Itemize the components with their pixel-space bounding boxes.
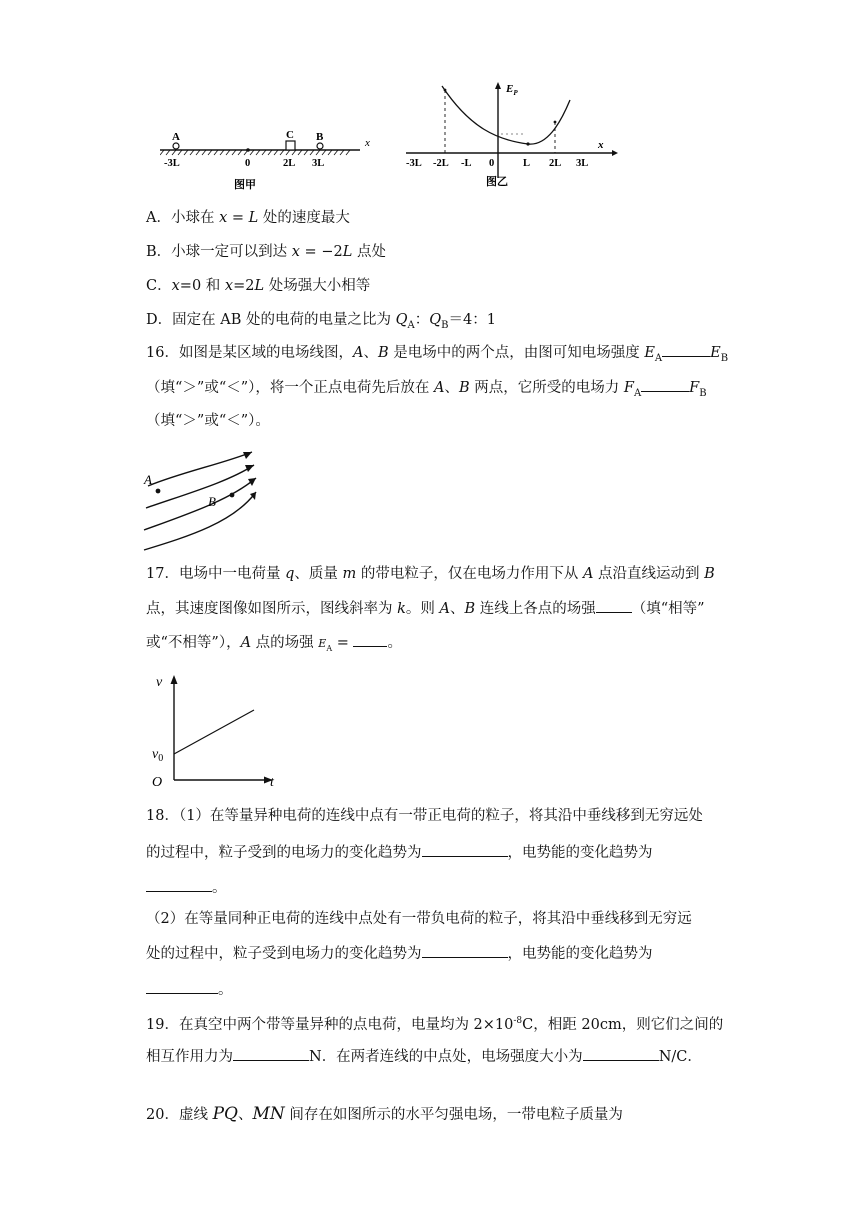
option-a: A．小球在 x = L 处的速度最大 — [146, 210, 350, 226]
answer-blank — [641, 377, 689, 392]
origin-dot — [246, 148, 250, 152]
caption-yi: 图乙 — [486, 176, 508, 188]
option-c: C．x=0 和 x=2L 处场强大小相等 — [146, 278, 371, 294]
axis-x-label: x — [365, 137, 370, 149]
answer-blank — [583, 1046, 659, 1061]
tick-2l: 2L — [549, 158, 562, 169]
label-a: A — [144, 472, 152, 487]
caption-jia: 图甲 — [234, 179, 256, 191]
answer-blank — [146, 979, 218, 994]
origin-label: O — [152, 775, 163, 790]
label-c: C — [286, 129, 294, 141]
answer-blank — [353, 632, 387, 647]
velocity-line — [174, 710, 254, 754]
label-a: A — [172, 131, 180, 143]
v0-label: $v_0$ — [152, 747, 164, 764]
tick-3l: 3L — [576, 158, 589, 169]
q18-line4: （2）在等量同种正电荷的连线中点处有一带负电荷的粒子，将其沿中垂线移到无穷远 — [146, 911, 692, 927]
q17-line3: 或“不相等”），A 点的场强 $E_A$ = 。 — [146, 632, 402, 659]
figure-jia — [160, 126, 380, 192]
option-b: B．小球一定可以到达 x = −2L 点处 — [146, 244, 386, 260]
ball-c — [286, 141, 295, 150]
q16-line2: （填“＞”或“＜”），将一个正点电荷先后放在 A、B 两点，它所受的电场力 $F_A$ $F_B$ — [146, 377, 707, 404]
q18-line1: 18．（1）在等量异种电荷的连线中点有一带正电荷的粒子，将其沿中垂线移到无穷远处 — [146, 808, 703, 824]
label-b: B — [208, 494, 216, 509]
tick-0: 0 — [489, 158, 495, 169]
q16-line3: （填“＞”或“＜”）。 — [146, 413, 270, 429]
q18-line3: 。 — [146, 877, 227, 898]
q17-line1: 17．电场中一电荷量 q、质量 m 的带电粒子，仅在电场力作用下从 A 点沿直线运动到 B — [146, 566, 715, 582]
x-axis-label: t — [270, 775, 274, 790]
y-axis-label: $E_P$ — [506, 83, 518, 97]
q19-line2: 相互作用力为 N．在两者连线的中点处，电场强度大小为 N/C． — [146, 1046, 702, 1067]
q17-line2: 点，其速度图像如图所示，图线斜率为 k。则 A、B 连线上各点的场强 （填“相等” — [146, 598, 705, 619]
answer-blank — [662, 342, 710, 357]
answer-blank — [596, 598, 632, 613]
point-b — [230, 493, 235, 498]
charge-b — [317, 143, 323, 149]
velocity-time-graph — [146, 670, 282, 796]
point-a — [156, 489, 161, 494]
q20-line1: 20．虚线 PQ、MN 间存在如图所示的水平匀强电场，一带电粒子质量为 — [146, 1104, 623, 1124]
answer-blank — [233, 1046, 309, 1061]
tick-neg3l: -3L — [406, 158, 422, 169]
x-axis-label: x — [598, 139, 604, 151]
label-b: B — [316, 131, 324, 143]
tick-negl: -L — [461, 158, 472, 169]
q19-line1: 19．在真空中两个带等量异种的点电荷，电量均为 $2\times 10^{-8}C$，相距 20cm，则它们之间的 — [146, 1016, 724, 1033]
tick-neg2l: -2L — [433, 158, 449, 169]
tick-3l: 3L — [312, 158, 325, 169]
field-lines-figure — [142, 448, 262, 568]
tick-2l: 2L — [283, 158, 296, 169]
tick-0: 0 — [245, 158, 251, 169]
y-axis-label: v — [156, 675, 163, 690]
answer-blank — [146, 877, 212, 892]
option-d: D．固定在 AB 处的电荷的电量之比为 $Q_A$：$Q_B=4$：1 — [146, 312, 496, 331]
answer-blank — [422, 842, 508, 857]
q18-line2: 的过程中，粒子受到的电场力的变化趋势为 ，电势能的变化趋势为 — [146, 842, 653, 863]
charge-a — [173, 143, 179, 149]
answer-blank — [422, 943, 508, 958]
tick-neg3l: -3L — [164, 158, 180, 169]
q16-line1: 16．如图是某区域的电场线图，A、B 是电场中的两个点，由图可知电场强度 $E_A$ $E_B$ — [146, 342, 728, 369]
tick-l: L — [523, 158, 531, 169]
q18-line6: 。 — [146, 979, 233, 1000]
q18-line5: 处的过程中，粒子受到电场力的变化趋势为 ，电势能的变化趋势为 — [146, 943, 653, 964]
figure-yi — [402, 78, 622, 188]
